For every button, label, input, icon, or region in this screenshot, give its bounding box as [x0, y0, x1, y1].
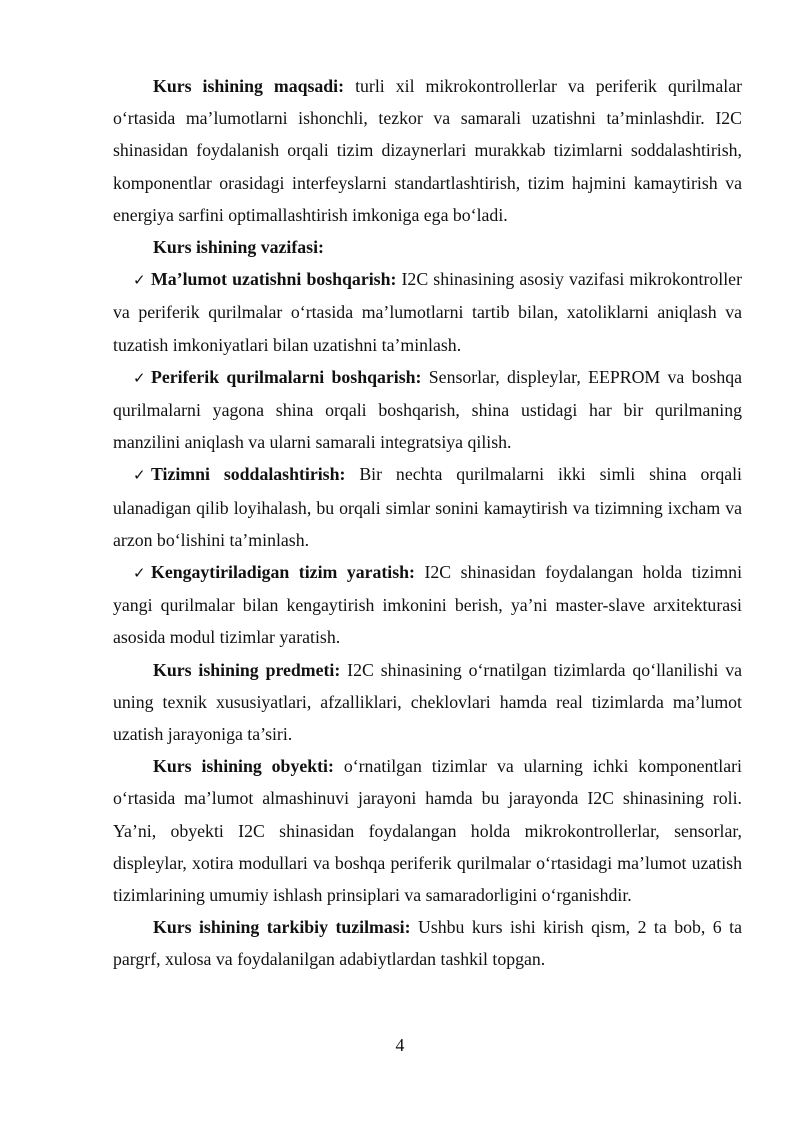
paragraph-subject [113, 654, 742, 751]
list-item-peripherals [113, 361, 742, 459]
list-item-data-transfer [113, 263, 742, 361]
subject-text: I2C shinasining o‘rnatilgan tizimlarda qo‘llanilishi va uning texnik xususiyatlari, afzalliklari, cheklovlari hamda real tizimlarda ma’lumot uzatish jarayoniga ta’siri. [113, 659, 742, 745]
object-text: o‘rnatilgan tizimlar va ularning ichki komponentlari o‘rtasida ma’lumot almashinuvi jarayoni hamda bu jarayonda I2C shinasining roli. Ya’ni, obyekti I2C shinasidan foydalangan holda mikrokontrollerlar, sensorlar, displeylar, xotira modullari va boshqa periferik qurilmalar o‘rtasidagi ma’lumot uzatish tizimlarining umumiy ishlash prinsiplari va samaradorligini o‘rganishdir. [113, 756, 742, 906]
goal-text: turli xil mikrokontrollerlar va periferik qurilmalar o‘rtasida ma’lumotlarni ishonchli, tezkor va samarali uzatishni ta’minlashdir. I2C shinasidan foydalanish orqali tizim dizaynerlari murakkab tizimlarni soddalashtirish, komponentlar orasidagi interfeyslarni standartlashtirish, tizim hajmini kamaytirish va energiya sarfini optimallashtirish imkoniga ega bo‘ladi. [113, 76, 743, 225]
subject-heading: Kurs ishining predmeti: [153, 659, 341, 680]
paragraph-object [113, 750, 742, 911]
checkmark-icon: ✓ [133, 271, 146, 290]
paragraph-goal [113, 70, 742, 231]
list-item-heading: Ma’lumot uzatishni boshqarish: [151, 269, 397, 290]
paragraph-tasks-heading [113, 231, 742, 263]
list-item-heading: Tizimni soddalashtirish: [151, 464, 346, 485]
structure-text: Ushbu kurs ishi kirish qism, 2 ta bob, 6 ta pargrf, xulosa va foydalanilgan adabiytlardan tashkil topgan. [113, 917, 742, 970]
list-item-text: I2C shinasidan foydalangan holda tizimni yangi qurilmalar bilan kengaytirish imkonini berish, ya’ni master-slave arxitekturasi asosida modul tizimlar yaratish. [113, 562, 743, 648]
checkmark-icon: ✓ [133, 466, 146, 485]
list-item-text: Bir nechta qurilmalarni ikki simli shina orqali ulanadigan qilib loyihalash, bu orqali simlar sonini kamaytirish va tizimning ixcham va arzon bo‘lishini ta’minlash. [113, 464, 742, 550]
page-number: 4 [395, 1035, 405, 1055]
tasks-heading: Kurs ishining vazifasi: [153, 237, 324, 258]
list-item-text: I2C shinasining asosiy vazifasi mikrokontroller va periferik qurilmalar o‘rtasida ma’lumotlarni tartib bilan, xatoliklarni aniqlash va tuzatish imkoniyatlari bilan uzatishni ta’minlash. [113, 269, 742, 355]
structure-heading: Kurs ishining tarkibiy tuzilmasi: [153, 917, 411, 938]
list-item-expandable [113, 556, 742, 654]
list-item-text: Sensorlar, displeylar, EEPROM va boshqa qurilmalarni yagona shina orqali boshqarish, shina ustidagi har bir qurilmaning manzilini aniqlash va ularni samarali integratsiya qilish. [113, 366, 743, 453]
list-item-heading: Periferik qurilmalarni boshqarish: [151, 366, 422, 387]
object-heading: Kurs ishining obyekti: [153, 756, 334, 777]
checkmark-icon: ✓ [133, 368, 146, 387]
list-item-heading: Kengaytiriladigan tizim yaratish: [151, 562, 415, 583]
paragraph-structure [113, 911, 742, 975]
checkmark-icon: ✓ [133, 564, 146, 583]
goal-heading: Kurs ishining maqsadi: [153, 76, 345, 96]
list-item-simplify [113, 458, 742, 556]
page-body [113, 70, 742, 976]
